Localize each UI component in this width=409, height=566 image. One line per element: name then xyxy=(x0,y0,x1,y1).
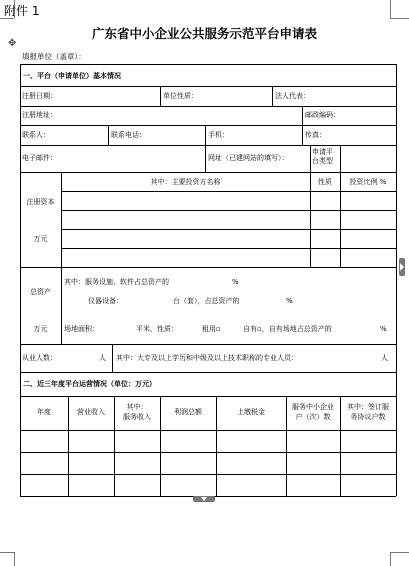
postcode-label: 邮政编码： xyxy=(305,111,340,119)
crop-mark xyxy=(0,552,14,553)
contact-phone-label: 联系电话： xyxy=(111,131,146,139)
ten-thousand-yuan-label: 万元 xyxy=(33,235,48,243)
crop-mark xyxy=(0,18,14,19)
crop-mark xyxy=(390,18,409,19)
employees-unit: 人 xyxy=(99,354,106,362)
ten-thousand-yuan-label-2: 万元 xyxy=(33,325,48,333)
assets-facilities-text: 其中：服务设施、软件占总资产的 xyxy=(64,278,169,286)
reg-address-label: 注册地址： xyxy=(22,111,57,119)
fill-unit-label: 填报单位（盖章）： xyxy=(22,52,86,61)
assets-area-pct: % xyxy=(380,325,387,333)
total-assets-label: 总资产 xyxy=(30,288,51,296)
page-title: 广东省中小企业公共服务示范平台申请表 xyxy=(91,26,317,41)
email-label: 电子邮件： xyxy=(22,154,57,162)
staff-note: 其中：大专及以上学历和中级及以上技术职称的专业人员： xyxy=(116,354,298,362)
employees-label: 从业人数： xyxy=(22,354,57,362)
col-sme-count-line2: 户（次）数 xyxy=(295,413,331,421)
reg-capital-label: 注册资本 xyxy=(26,198,55,206)
col-agreements-line2: 务协议户数 xyxy=(350,413,386,421)
col-agreements-line1: 其中：签订服 xyxy=(347,403,389,411)
section1-heading: 一、平台（申请单位）基本情况 xyxy=(23,72,121,80)
main-investor-header: 其中：主要投资方名称 xyxy=(150,178,221,186)
invest-ratio-header: 投资比例 % xyxy=(349,178,387,186)
col-total-profit: 利润总额 xyxy=(174,408,202,416)
col-tax: 上缴税金 xyxy=(237,408,265,416)
expand-right-handle-icon[interactable] xyxy=(399,258,405,276)
col-year: 年度 xyxy=(37,408,51,416)
fax-label: 传真： xyxy=(305,131,326,139)
assets-equipment-text: 仪器设备： xyxy=(88,297,123,305)
own-option: 自有▫，自有场地占总资产的 xyxy=(243,325,332,333)
assets-area-text: 场地面积： xyxy=(64,325,99,333)
crop-mark xyxy=(14,552,15,566)
col-service-revenue-line2: 服务收入 xyxy=(123,413,151,421)
mobile-label: 手机： xyxy=(208,131,229,139)
section2-heading: 二、近三年度平台运营情况（单位：万元） xyxy=(23,380,156,388)
contact-label: 联系人： xyxy=(22,131,50,139)
assets-equipment-mid: 台（套），占总资产的 xyxy=(173,297,240,305)
crop-mark xyxy=(390,0,391,18)
platform-type-label: 申请平台类型 xyxy=(312,148,333,165)
col-service-revenue-line1: 其中： xyxy=(126,403,148,411)
assets-facilities-pct: % xyxy=(232,278,239,286)
col-revenue: 营业收入 xyxy=(77,408,105,416)
assets-area-mid: 平米，性质： xyxy=(136,325,178,333)
assets-equipment-pct: % xyxy=(286,297,293,305)
attachment-label: 附件 1 xyxy=(4,4,40,18)
reg-date-label: 注册日期： xyxy=(22,92,57,100)
website-label: 网址（已建网站的填写）： xyxy=(208,154,289,162)
crop-mark xyxy=(390,552,409,553)
legal-rep-label: 法人代表： xyxy=(275,92,310,100)
staff-unit: 人 xyxy=(381,354,388,362)
col-sme-count-line1: 服务中小企业 xyxy=(292,403,334,411)
crop-mark xyxy=(390,552,391,566)
table-move-handle-icon[interactable]: ✥ xyxy=(8,38,17,49)
expand-down-handle-icon[interactable] xyxy=(193,496,215,502)
lease-option: 租用▫ xyxy=(202,325,221,333)
unit-nature-label: 单位性质： xyxy=(163,92,198,100)
nature-header: 性质 xyxy=(318,178,332,186)
